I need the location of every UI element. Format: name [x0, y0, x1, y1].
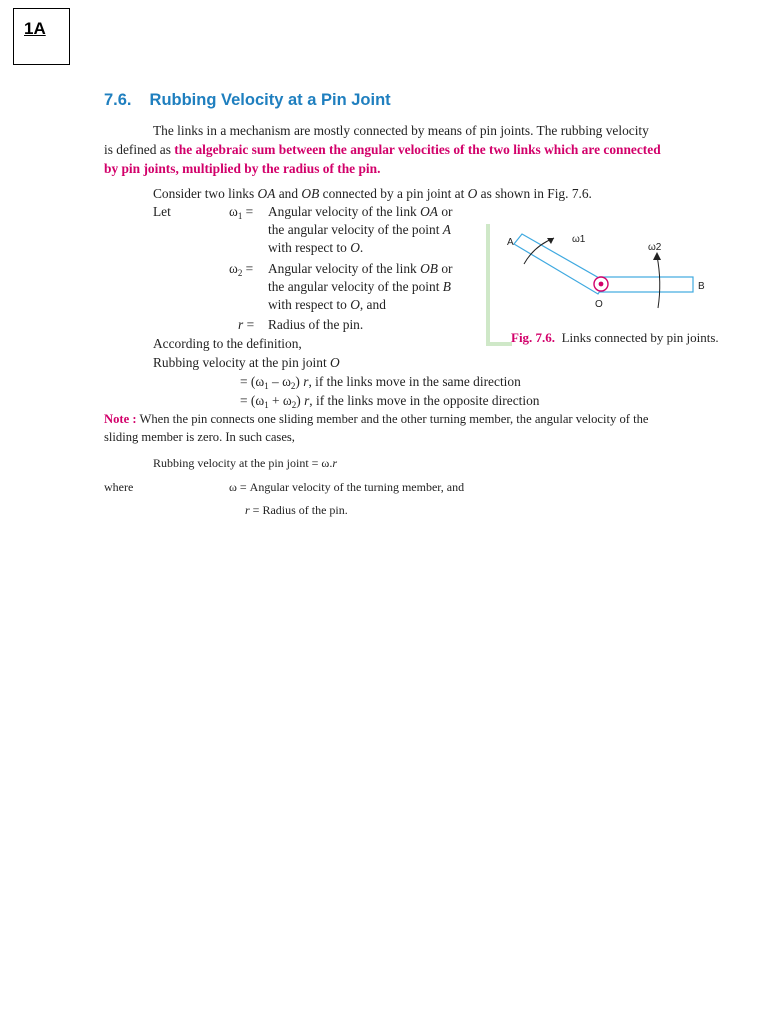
- according-line: According to the definition,: [153, 336, 302, 351]
- rubbing-velocity-label: Rubbing velocity at the pin joint O: [153, 355, 340, 370]
- figure-caption: Fig. 7.6. Links connected by pin joints.: [511, 330, 719, 345]
- omega1-def-line3: with respect to O.: [268, 240, 364, 255]
- label-o: O: [595, 299, 603, 310]
- rubbing-zero-formula: Rubbing velocity at the pin joint = ω.r: [153, 456, 337, 470]
- section-title: Rubbing Velocity at a Pin Joint: [149, 91, 391, 109]
- para1-line2: is defined as the algebraic sum between the angular velocities of the two links which are connected: [104, 142, 661, 157]
- label-a: A: [507, 237, 514, 248]
- label-b: B: [698, 281, 705, 292]
- link-oa: [514, 234, 606, 294]
- formula-same-direction: = $(\omega_1 - \omega_2)$ r, if the links move in the same direction: [240, 374, 521, 391]
- radius-symbol: r =: [238, 317, 255, 332]
- omega1-def-line2: the angular velocity of the point A: [268, 222, 451, 237]
- section-heading: [104, 91, 391, 110]
- let-label: Let: [153, 204, 171, 219]
- section-number: 7.6.: [104, 91, 132, 109]
- para1-line3: by pin joints, multiplied by the radius of the pin.: [104, 161, 381, 176]
- pin-center: [599, 282, 604, 287]
- label-omega2: ω2: [648, 242, 662, 253]
- label-omega1: ω1: [572, 234, 586, 245]
- where-label: where: [104, 480, 134, 494]
- note-line1: Note : When the pin connects one sliding member and the other turning member, the angular velocity of the: [104, 412, 649, 426]
- note-line2: sliding member is zero. In such cases,: [104, 430, 295, 444]
- radius-def: Radius of the pin.: [268, 317, 364, 332]
- omega2-def-line3: with respect to O, and: [268, 297, 386, 312]
- consider-line: Consider two links OA and OB connected by a pin joint at O as shown in Fig. 7.6.: [153, 186, 592, 201]
- omega1-symbol: $\omega_1$ =: [229, 204, 254, 221]
- omega2-def-line2: the angular velocity of the point B: [268, 279, 451, 294]
- where-radius-def: r = Radius of the pin.: [245, 503, 348, 517]
- page-tag: 1A: [24, 19, 46, 38]
- omega2-def-line1: Angular velocity of the link OB or: [268, 261, 453, 276]
- where-omega-def: ω = Angular velocity of the turning member, and: [229, 480, 465, 494]
- formula-opposite-direction: = $(\omega_1 + \omega_2)$ r, if the links move in the opposite direction: [240, 393, 540, 410]
- para1-line1: The links in a mechanism are mostly connected by means of pin joints. The rubbing velocity: [153, 123, 649, 138]
- page-tag-box: [13, 8, 70, 65]
- link-ob: [600, 277, 693, 292]
- omega1-def-line1: Angular velocity of the link OA or: [268, 204, 453, 219]
- omega2-symbol: $\omega_2$ =: [229, 261, 254, 278]
- omega2-arrowhead: [653, 252, 661, 260]
